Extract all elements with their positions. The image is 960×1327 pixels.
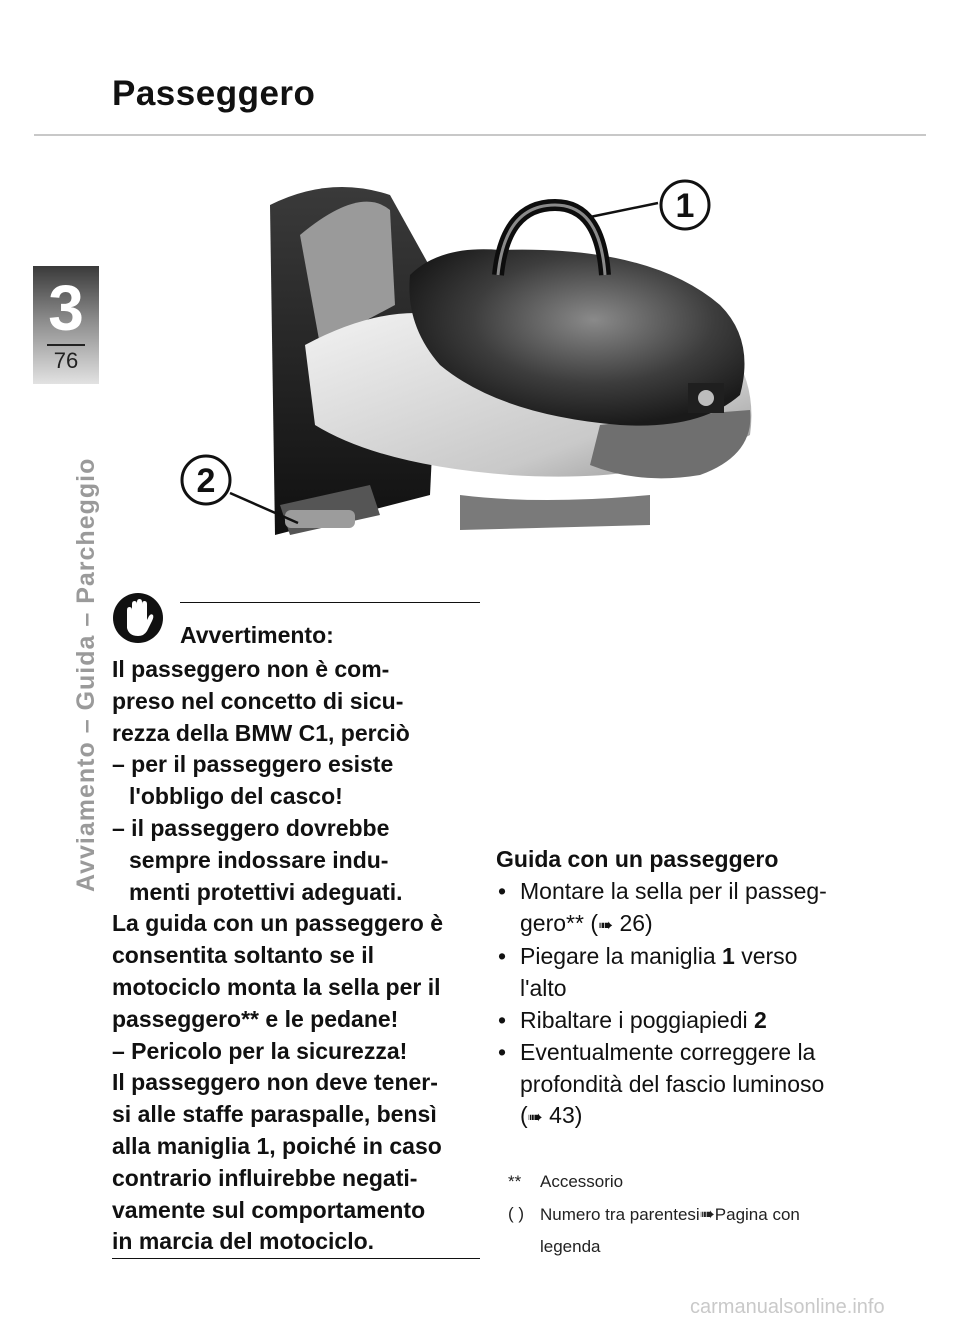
list-item [496,941,896,1005]
warning-line: Il passeggero non deve tener- [112,1069,438,1096]
list-item [496,1005,896,1037]
watermark: carmanualsonline.info [690,1296,885,1318]
hand-stop-icon [112,592,164,644]
page-arrow-icon: ➠ [597,914,614,935]
item-ref-number: 1 [722,943,735,970]
footnote-row [508,1166,908,1198]
warning-line: – il passeggero dovrebbe [112,814,390,841]
warning-line: alla maniglia 1, poiché in caso [112,1132,442,1159]
page-title: Passeggero [112,74,316,113]
warning-body [112,654,484,1258]
header-divider [34,134,926,136]
scooter-seat-photo [180,165,820,545]
list-item-text: 43) [542,1102,583,1129]
warning-line: l'obbligo del casco! [129,783,343,810]
warning-line: contrario influirebbe negati- [112,1164,418,1191]
warning-top-rule [180,602,480,603]
list-item-text: ( [520,1102,528,1129]
callout-1: 1 [675,187,695,225]
footnote-text: Accessorio [540,1172,624,1191]
item-ref-number: 2 [754,1006,767,1033]
chapter-tab [33,266,99,384]
guide-title: Guida con un passeggero [496,846,779,872]
footnote-row [508,1198,908,1263]
chapter-divider [47,344,85,346]
list-item-text: Montare la sella per il passeg- [520,877,827,904]
footnote-key: ** [508,1172,522,1191]
footnote-text-part: Numero tra parentesi [540,1205,700,1224]
warning-line: preso nel concetto di sicu- [112,687,404,714]
warning-line: Il passeggero non è com- [112,656,390,682]
page-arrow-icon: ➠ [699,1204,715,1224]
warning-title: Avvertimento: [180,622,334,648]
warning-line: – Pericolo per la sicurezza! [112,1037,408,1064]
list-item [496,876,896,942]
warning-line: menti protettivi adeguati. [129,878,403,905]
footnote-text-part: legenda [540,1237,601,1256]
list-item-text: verso [734,943,798,970]
list-item-text: Piegare la maniglia [520,943,723,970]
list-item-text: Ribaltare i poggiapiedi [520,1006,754,1033]
warning-bottom-rule [112,1258,480,1259]
warning-line: rezza della BMW C1, perciò [112,719,410,746]
page-arrow-icon: ➠ [527,1107,543,1128]
list-item-text: profondità del fascio luminoso [520,1070,825,1097]
warning-line: La guida con un passeggero è [112,910,444,937]
warning-line: passeggero** e le pedane! [112,1005,399,1032]
warning-line: motociclo monta la sella per il [112,973,441,1000]
warning-line: consentita soltanto se il [112,942,374,969]
list-item-text: l'alto [520,975,567,1002]
warning-line: sempre indossare indu- [129,846,389,873]
chapter-number: 3 [48,272,84,344]
list-item-text: 26) [613,909,653,936]
callout-2: 2 [196,462,216,500]
footnote-key: ( ) [508,1204,525,1223]
list-item-text: Eventualmente correggere la [520,1038,816,1065]
warning-line: vamente sul comportamento [112,1196,426,1223]
section-title-vertical: Avviamento – Guida – Parcheggio [72,457,100,892]
warning-line: in marcia del motociclo. [112,1228,375,1255]
warning-line: si alle staffe paraspalle, bensì [112,1101,437,1128]
list-item-text: gero** ( [520,909,598,936]
list-item [496,1037,896,1134]
footnote-text-part: Pagina con [714,1205,800,1224]
guide-section [496,844,896,1134]
page-number: 76 [53,348,79,373]
warning-line: – per il passeggero esiste [112,751,394,778]
footnotes [508,1166,908,1263]
footnote-text [540,1198,800,1263]
